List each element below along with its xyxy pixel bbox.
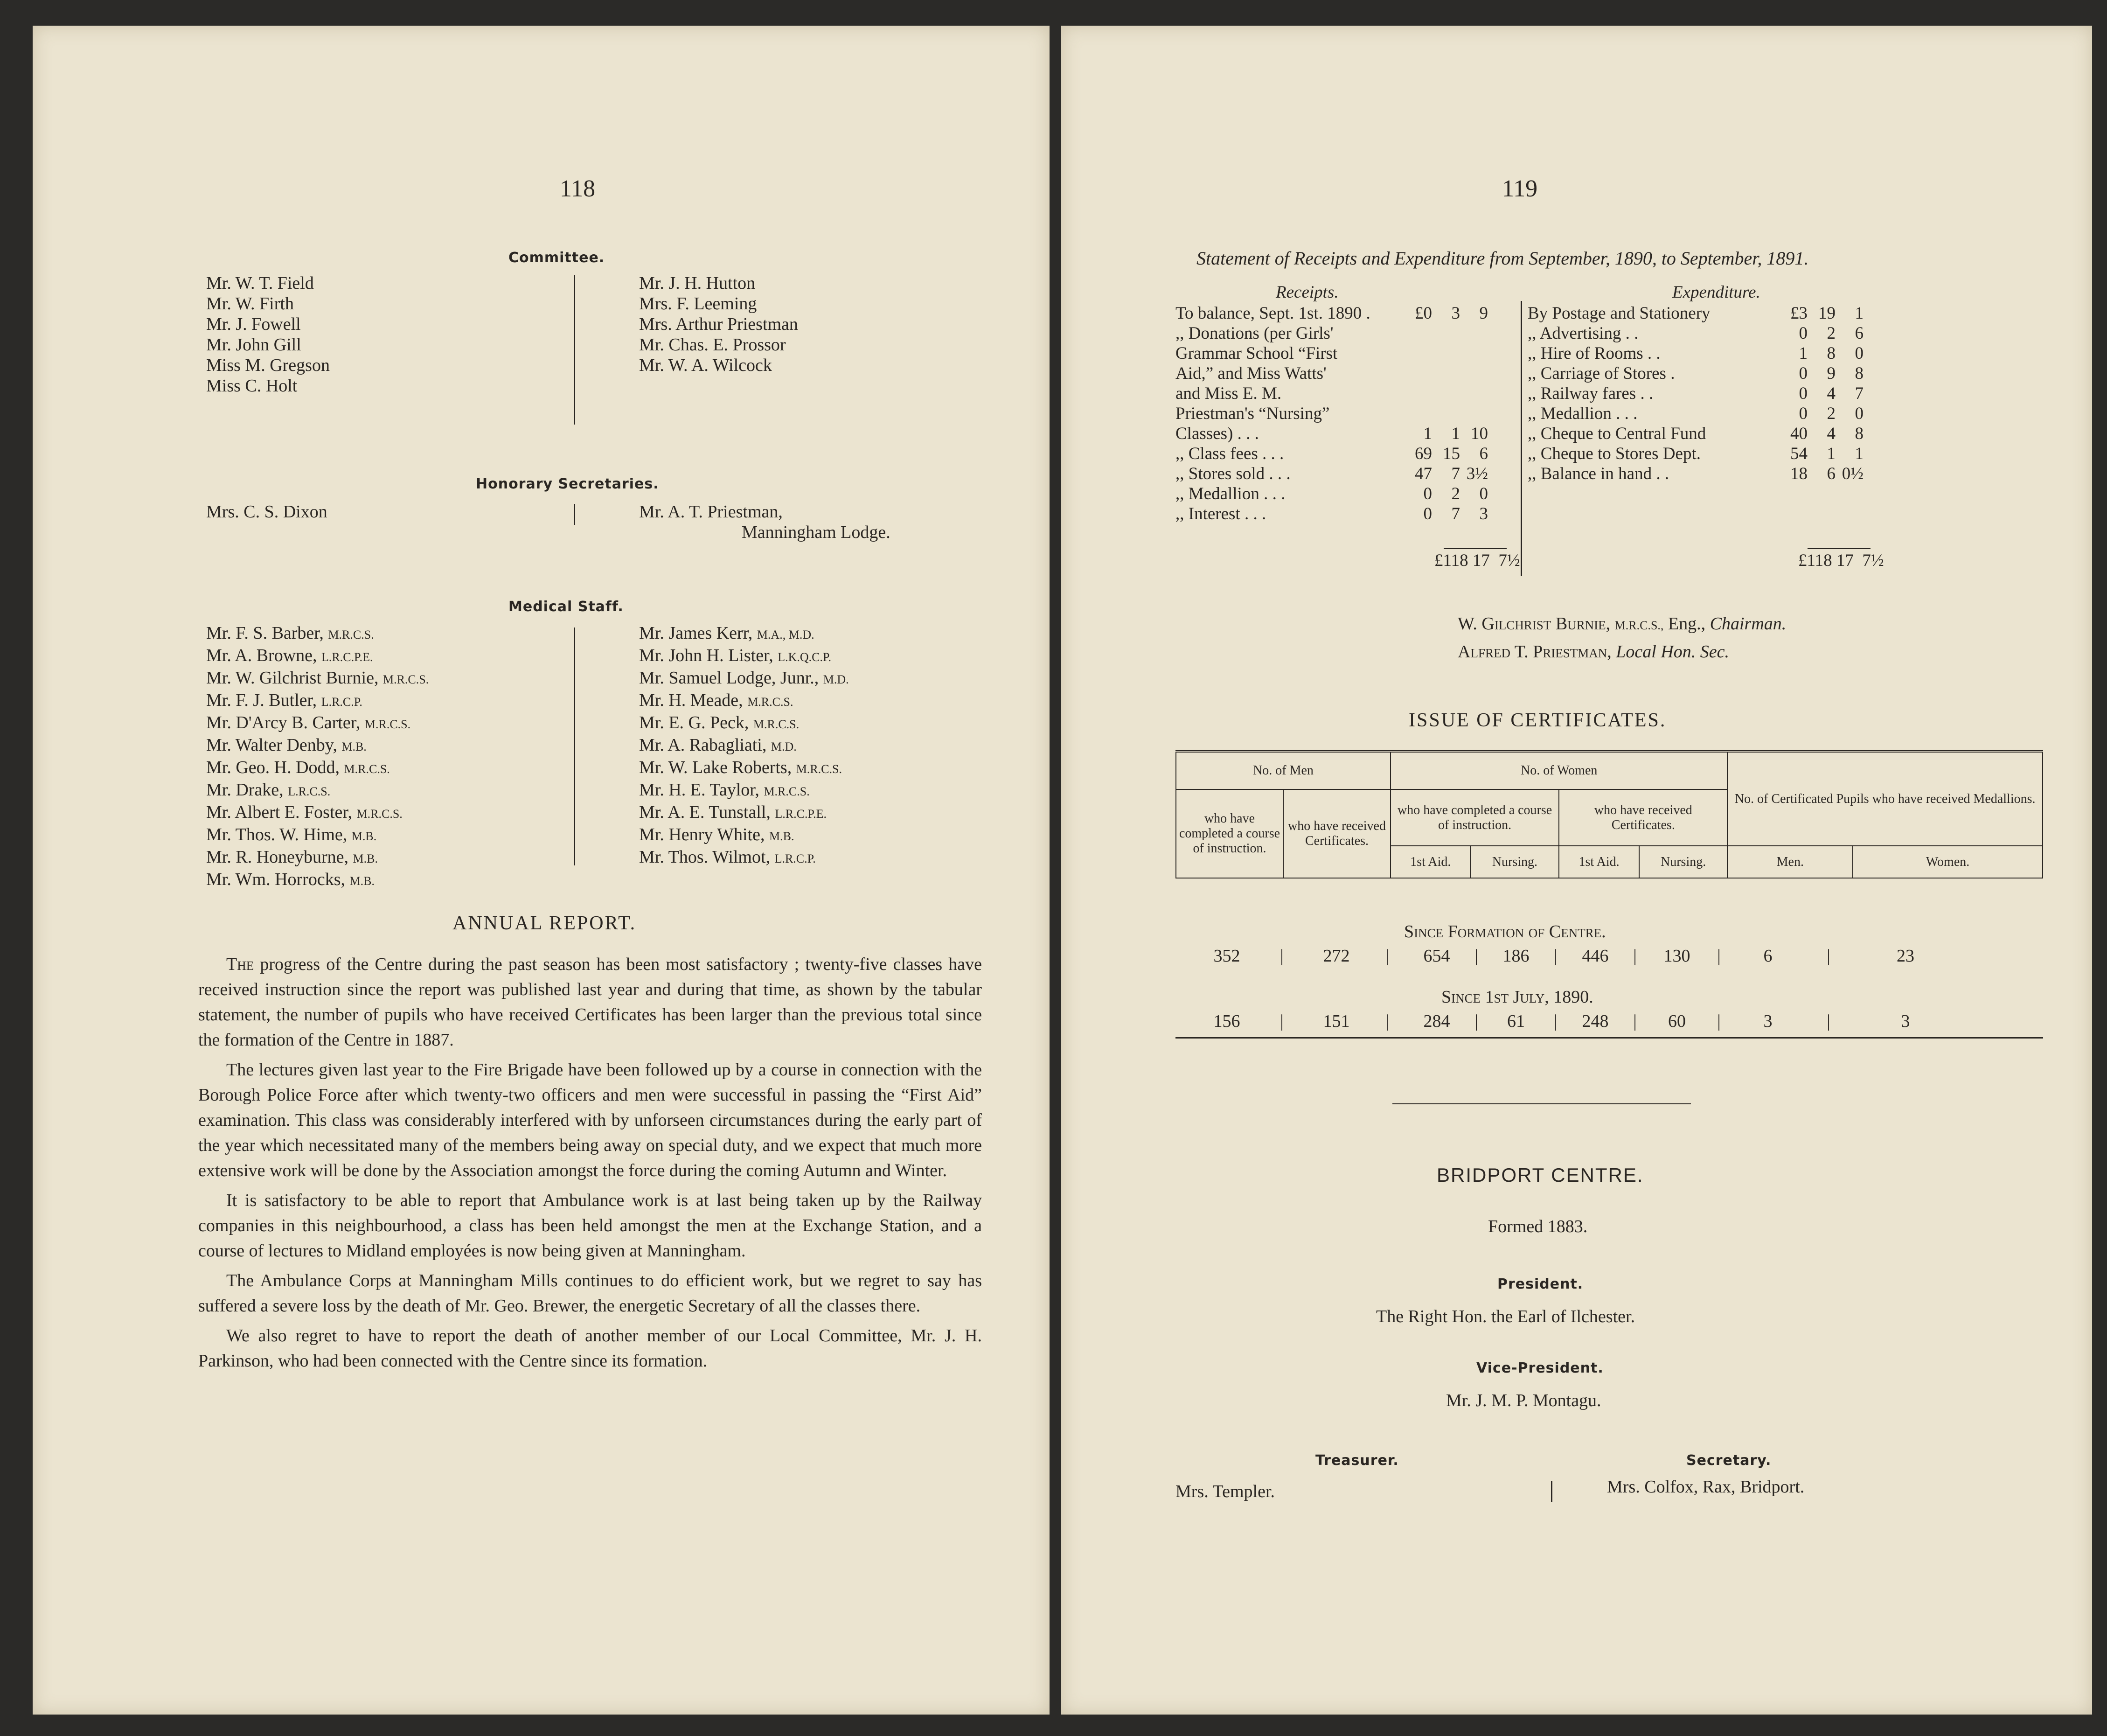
- account-amount: 9: [1827, 364, 1836, 383]
- row-separator: |: [1554, 946, 1558, 966]
- account-row: [1175, 303, 1488, 323]
- receipts-heading: Receipts.: [1276, 283, 1339, 302]
- report-paragraph: We also regret to have to report the death of another member of our Local Committee, Mr. J. H. Parkinson, who had been connected with the Centre since its formation.: [198, 1326, 982, 1371]
- account-amount: 10: [1471, 424, 1488, 443]
- left-page: [33, 26, 1050, 1715]
- committee-col1: [206, 273, 330, 396]
- account-amount: 2: [1827, 324, 1836, 343]
- certificate-count: 446: [1582, 946, 1609, 966]
- account-amount: 8: [1855, 364, 1864, 383]
- annual-report-body: [198, 952, 982, 1378]
- account-amount: [1460, 383, 1488, 404]
- account-label: ,, Stores sold . . .: [1175, 464, 1291, 483]
- women-completed: who have completed a course of instruction.: [1391, 789, 1559, 846]
- hon-secretary: Mrs. C. S. Dixon: [206, 502, 327, 522]
- account-row: [1175, 323, 1488, 343]
- account-amount: [1395, 323, 1432, 343]
- committee-member: Miss C. Holt: [206, 376, 298, 396]
- account-label: ,, Railway fares . .: [1528, 384, 1654, 403]
- certificates-bottom-rule: [1175, 1037, 2043, 1039]
- page-number-left: 118: [560, 175, 596, 202]
- account-label: ,, Balance in hand . .: [1528, 464, 1669, 483]
- certificate-count: 654: [1423, 946, 1450, 966]
- committee-heading: Committee.: [508, 250, 605, 266]
- certificates-header: [1175, 752, 2043, 878]
- col-medallions: No. of Certificated Pupils who have received Medallions.: [1727, 752, 2043, 846]
- vice-president-label: Vice-President.: [1476, 1360, 1604, 1376]
- medical-staff-member: Mr. W. Lake Roberts, M.R.C.S.: [639, 758, 842, 777]
- account-label: ,, Interest . . .: [1175, 504, 1266, 523]
- expenditure-total: £118 17 7½: [1798, 551, 1884, 570]
- certificate-count: 156: [1213, 1011, 1240, 1031]
- vice-president-name: Mr. J. M. P. Montagu.: [1446, 1391, 1601, 1410]
- committee-member: Mr. W. T. Field: [206, 273, 314, 293]
- treasurer-label: Treasurer.: [1315, 1452, 1399, 1469]
- women-received: who have received Certificates.: [1559, 789, 1727, 846]
- account-amount: [1395, 363, 1432, 383]
- account-label: ,, Cheque to Stores Dept.: [1528, 444, 1701, 463]
- certificates-top-rule: [1175, 750, 2043, 751]
- account-amount: [1432, 323, 1460, 343]
- account-amount: 8: [1827, 344, 1836, 363]
- account-amount: 6: [1479, 444, 1488, 463]
- certificate-count: 272: [1323, 946, 1350, 966]
- certificate-count: 3: [1763, 1011, 1773, 1031]
- medical-staff-member: Mr. A. E. Tunstall, L.R.C.P.E.: [639, 802, 827, 822]
- medallion-women-label: Women.: [1853, 846, 2043, 878]
- account-amount: 3: [1479, 504, 1488, 523]
- account-label: ,, Cheque to Central Fund: [1528, 424, 1706, 443]
- medical-staff-member: Mr. Wm. Horrocks, M.B.: [206, 870, 375, 889]
- signature-chairman: W. Gilchrist Burnie, M.R.C.S., Eng., Chairman.: [1458, 614, 1787, 634]
- account-label: Grammar School “First: [1175, 344, 1338, 363]
- account-amount: 1: [1451, 424, 1460, 443]
- account-amount: 18: [1790, 464, 1808, 483]
- account-label: ,, Medallion . . .: [1175, 484, 1286, 503]
- certificate-count: 284: [1423, 1011, 1450, 1031]
- account-amount: £0: [1415, 304, 1432, 323]
- committee-member: Mr. Chas. E. Prossor: [639, 335, 786, 355]
- col-women: No. of Women: [1391, 752, 1727, 789]
- hon-secretaries-heading: Honorary Secretaries.: [476, 476, 659, 492]
- account-row: [1528, 343, 1864, 363]
- account-amount: 69: [1415, 444, 1432, 463]
- medical-staff-member: Mr. Geo. H. Dodd, M.R.C.S.: [206, 758, 390, 777]
- medical-staff-member: Mr. Walter Denby, M.B.: [206, 735, 367, 755]
- right-page: [1061, 26, 2092, 1715]
- medical-staff-member: Mr. H. Meade, M.R.C.S.: [639, 690, 793, 710]
- column-divider: [574, 504, 575, 525]
- medical-staff-member: Mr. A. Browne, L.R.C.P.E.: [206, 646, 373, 665]
- account-amount: 6: [1855, 324, 1864, 343]
- row-separator: |: [1717, 946, 1721, 966]
- secretary-name: Mrs. Colfox, Rax, Bridport.: [1607, 1477, 1805, 1497]
- men-received: who have received Certificates.: [1283, 789, 1391, 878]
- report-paragraph: The progress of the Centre during the past season has been most satisfactory ; twenty-five classes have received instruction since the report was published last year and during that time, as shown by the tabular statement, the number of pupils who have received Certificates has been larger than the previous total since the formation of the Centre in 1887.: [198, 955, 982, 1050]
- committee-col2: [639, 273, 798, 376]
- account-row: [1528, 363, 1864, 383]
- certificate-count: 186: [1502, 946, 1530, 966]
- account-amount: [1432, 363, 1460, 383]
- account-row: [1528, 444, 1864, 464]
- account-amount: [1432, 404, 1460, 424]
- since-july-label: Since 1st July, 1890.: [1441, 987, 1593, 1007]
- medical-staff-col1: [206, 623, 429, 892]
- account-amount: [1460, 323, 1488, 343]
- account-amount: 0: [1799, 404, 1808, 423]
- account-amount: 7: [1855, 384, 1864, 403]
- account-amount: 15: [1443, 444, 1460, 463]
- account-label: Priestman's “Nursing”: [1175, 404, 1330, 423]
- account-row: [1528, 464, 1864, 484]
- expenditure-table: [1528, 303, 1864, 484]
- medical-staff-member: Mr. Thos. Wilmot, L.R.C.P.: [639, 847, 816, 867]
- certificates-heading: ISSUE OF CERTIFICATES.: [1409, 710, 1667, 731]
- account-label: and Miss E. M.: [1175, 384, 1282, 403]
- row-separator: |: [1717, 1011, 1721, 1031]
- account-label: ,, Class fees . . .: [1175, 444, 1284, 463]
- since-july-row: [1175, 1011, 2043, 1034]
- committee-member: Mrs. F. Leeming: [639, 294, 757, 314]
- account-label: ,, Medallion . . .: [1528, 404, 1638, 423]
- row-separator: |: [1280, 1011, 1284, 1031]
- account-amount: 6: [1827, 464, 1836, 483]
- certificate-count: 61: [1507, 1011, 1525, 1031]
- certificate-count: 23: [1897, 946, 1914, 966]
- account-row: [1528, 424, 1864, 444]
- page-number-right: 119: [1502, 175, 1538, 202]
- medallion-men-label: Men.: [1727, 846, 1853, 878]
- account-amount: [1460, 363, 1488, 383]
- account-amount: £3: [1790, 304, 1808, 323]
- certificate-count: 6: [1763, 946, 1773, 966]
- president-name: The Right Hon. the Earl of Ilchester.: [1376, 1307, 1635, 1326]
- committee-member: Mr. J. Fowell: [206, 314, 301, 334]
- medical-staff-member: Mr. Samuel Lodge, Junr., M.D.: [639, 668, 849, 688]
- account-amount: 0: [1799, 324, 1808, 343]
- row-separator: |: [1280, 946, 1284, 966]
- account-amount: 1: [1855, 304, 1864, 323]
- account-row: [1175, 444, 1488, 464]
- receipts-total: £118 17 7½: [1434, 551, 1520, 570]
- certificate-count: 248: [1582, 1011, 1609, 1031]
- signature-secretary: Alfred T. Priestman, Local Hon. Sec.: [1458, 642, 1730, 662]
- account-row: [1175, 424, 1488, 444]
- account-amount: 4: [1827, 384, 1836, 403]
- account-amount: [1395, 404, 1432, 424]
- receipts-table: [1175, 303, 1488, 524]
- account-row: [1528, 404, 1864, 424]
- first-aid-label: 1st Aid.: [1391, 846, 1471, 878]
- account-amount: 0: [1855, 344, 1864, 363]
- accounts-divider: [1521, 301, 1522, 576]
- account-amount: 54: [1790, 444, 1808, 463]
- medical-staff-member: Mr. Drake, L.R.C.S.: [206, 780, 331, 800]
- account-label: Classes) . . .: [1175, 424, 1259, 443]
- row-separator: |: [1386, 946, 1390, 966]
- expenditure-heading: Expenditure.: [1672, 283, 1760, 302]
- certificate-count: 60: [1668, 1011, 1686, 1031]
- account-row: [1528, 383, 1864, 404]
- report-paragraph: The Ambulance Corps at Manningham Mills continues to do efficient work, but we regret to say has suffered a severe loss by the death of Mr. Geo. Brewer, the energetic Secretary of all the classes there.: [198, 1271, 982, 1316]
- medical-staff-member: Mr. Henry White, M.B.: [639, 825, 794, 844]
- column-divider: [574, 275, 575, 425]
- report-paragraph: It is satisfactory to be able to report that Ambulance work is at last being taken up by the Railway companies in this neighbourhood, a class has been held amongst the men at the Exchange Station, and a course of lectures to Midland employées is now being given at Manningham.: [198, 1191, 982, 1261]
- account-label: ,, Hire of Rooms . .: [1528, 344, 1661, 363]
- account-row: [1175, 484, 1488, 504]
- account-amount: 7: [1451, 464, 1460, 483]
- row-separator: |: [1386, 1011, 1390, 1031]
- medical-staff-heading: Medical Staff.: [508, 599, 624, 615]
- certificate-count: 151: [1323, 1011, 1350, 1031]
- treasurer-name: Mrs. Templer.: [1175, 1482, 1275, 1501]
- row-separator: |: [1827, 946, 1830, 966]
- medical-staff-member: Mr. D'Arcy B. Carter, M.R.C.S.: [206, 713, 411, 732]
- account-amount: 3½: [1466, 464, 1488, 483]
- account-amount: 0½: [1842, 464, 1864, 483]
- hon-secretary: Mr. A. T. Priestman,: [639, 502, 783, 522]
- since-formation-row: [1175, 946, 2043, 969]
- nursing-label: Nursing.: [1471, 846, 1559, 878]
- account-row: [1528, 323, 1864, 343]
- row-separator: |: [1633, 1011, 1637, 1031]
- nursing-label: Nursing.: [1639, 846, 1728, 878]
- certificate-count: 352: [1213, 946, 1240, 966]
- row-separator: |: [1827, 1011, 1830, 1031]
- row-separator: |: [1633, 946, 1637, 966]
- account-amount: 8: [1855, 424, 1864, 443]
- column-divider: [574, 627, 575, 865]
- men-completed: who have completed a course of instruction.: [1176, 789, 1283, 878]
- row-separator: |: [1554, 1011, 1558, 1031]
- receipts-total-rule: [1444, 548, 1507, 549]
- column-divider: [1551, 1481, 1552, 1502]
- annual-report-heading: ANNUAL REPORT.: [452, 913, 637, 934]
- account-amount: 3: [1451, 304, 1460, 323]
- medical-staff-member: Mr. F. S. Barber, M.R.C.S.: [206, 623, 374, 643]
- account-amount: 40: [1790, 424, 1808, 443]
- account-amount: 0: [1423, 484, 1432, 503]
- medical-staff-member: Mr. E. G. Peck, M.R.C.S.: [639, 713, 800, 732]
- account-amount: 1: [1423, 424, 1432, 443]
- certificate-count: 130: [1663, 946, 1690, 966]
- account-amount: 9: [1479, 304, 1488, 323]
- account-amount: [1395, 343, 1432, 363]
- first-aid-label: 1st Aid.: [1559, 846, 1639, 878]
- row-separator: |: [1474, 946, 1478, 966]
- statement-title: Statement of Receipts and Expenditure from September, 1890, to September, 1891.: [1196, 248, 1809, 269]
- account-amount: 0: [1855, 404, 1864, 423]
- account-amount: [1432, 343, 1460, 363]
- account-amount: 2: [1451, 484, 1460, 503]
- row-separator: |: [1474, 1011, 1478, 1031]
- bridport-formed: Formed 1883.: [1488, 1217, 1588, 1236]
- account-row: [1175, 343, 1488, 363]
- account-row: [1175, 363, 1488, 383]
- president-label: President.: [1497, 1276, 1584, 1292]
- committee-member: Mr. W. A. Wilcock: [639, 356, 772, 375]
- report-paragraph: The lectures given last year to the Fire Brigade have been followed up by a course in connection with the Borough Police Force after which twenty-two officers and men were successful in passing the “First Aid” examination. This class was considerably interfered with by unforseen circumstances during the early part of the year which necessitated many of the members being away on special duty, and we expect that much more extensive work will be done by the Association amongst the force during the coming Autumn and Winter.: [198, 1060, 982, 1180]
- account-row: [1175, 464, 1488, 484]
- account-amount: 1: [1855, 444, 1864, 463]
- account-amount: [1460, 343, 1488, 363]
- account-row: [1175, 504, 1488, 524]
- account-amount: 47: [1415, 464, 1432, 483]
- account-amount: 1: [1799, 344, 1808, 363]
- account-amount: 0: [1799, 364, 1808, 383]
- medical-staff-member: Mr. John H. Lister, L.K.Q.C.P.: [639, 646, 832, 665]
- medical-staff-col2: [639, 623, 849, 869]
- committee-member: Miss M. Gregson: [206, 356, 330, 375]
- account-amount: 0: [1799, 384, 1808, 403]
- account-amount: 7: [1451, 504, 1460, 523]
- account-amount: 4: [1827, 424, 1836, 443]
- medical-staff-member: Mr. F. J. Butler, L.R.C.P.: [206, 690, 362, 710]
- medical-staff-member: Mr. A. Rabagliati, M.D.: [639, 735, 797, 755]
- medical-staff-member: Mr. Albert E. Foster, M.R.C.S.: [206, 802, 403, 822]
- account-label: Aid,” and Miss Watts': [1175, 364, 1327, 383]
- bridport-heading: BRIDPORT CENTRE.: [1437, 1164, 1644, 1186]
- section-divider: [1392, 1103, 1691, 1104]
- account-label: ,, Donations (per Girls': [1175, 324, 1334, 343]
- committee-member: Mr. J. H. Hutton: [639, 273, 756, 293]
- account-row: [1175, 383, 1488, 404]
- account-amount: [1460, 404, 1488, 424]
- since-formation-label: Since Formation of Centre.: [1404, 922, 1606, 941]
- account-amount: 2: [1827, 404, 1836, 423]
- medical-staff-member: Mr. Thos. W. Hime, M.B.: [206, 825, 377, 844]
- account-label: ,, Advertising . .: [1528, 324, 1639, 343]
- account-amount: [1395, 383, 1432, 404]
- account-row: [1175, 404, 1488, 424]
- account-amount: 19: [1818, 304, 1836, 323]
- col-men: No. of Men: [1176, 752, 1391, 789]
- account-label: ,, Carriage of Stores .: [1528, 364, 1675, 383]
- account-amount: 1: [1827, 444, 1836, 463]
- account-label: To balance, Sept. 1st. 1890 .: [1175, 304, 1370, 323]
- medical-staff-member: Mr. H. E. Taylor, M.R.C.S.: [639, 780, 810, 800]
- account-row: [1528, 303, 1864, 323]
- medical-staff-member: Mr. W. Gilchrist Burnie, M.R.C.S.: [206, 668, 429, 688]
- medical-staff-member: Mr. James Kerr, M.A., M.D.: [639, 623, 814, 643]
- secretary-label: Secretary.: [1686, 1452, 1772, 1469]
- medical-staff-member: Mr. R. Honeyburne, M.B.: [206, 847, 378, 867]
- committee-member: Mr. John Gill: [206, 335, 301, 355]
- expenditure-total-rule: [1808, 548, 1871, 549]
- account-amount: 0: [1479, 484, 1488, 503]
- account-label: By Postage and Stationery: [1528, 304, 1711, 323]
- account-amount: [1432, 383, 1460, 404]
- committee-member: Mr. W. Firth: [206, 294, 294, 314]
- certificate-count: 3: [1901, 1011, 1910, 1031]
- hon-secretary-address: Manningham Lodge.: [742, 523, 890, 542]
- account-amount: 0: [1423, 504, 1432, 523]
- committee-member: Mrs. Arthur Priestman: [639, 314, 798, 334]
